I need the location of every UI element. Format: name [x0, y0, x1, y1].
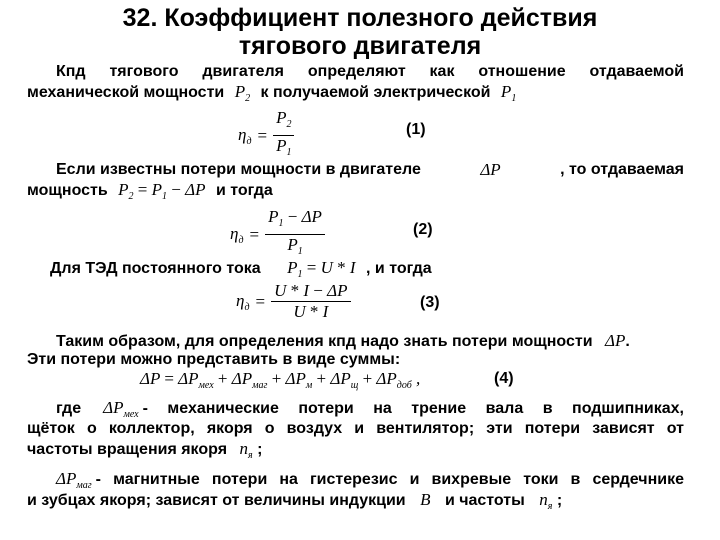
symbol-deltaP: ΔP — [480, 160, 501, 179]
equation-number-1: (1) — [406, 121, 426, 138]
page-title — [0, 4, 720, 60]
formula-1: $\eta_д$ = $\frac{P_2}{P_1}$ — [238, 108, 294, 163]
para5-line2: щёток о коллектор, якоря о воздух и вентилятор; эти потери зависят от — [27, 420, 684, 437]
para1-line2: механической мощности $P_2$ к получаемой электрической $P_1$ — [27, 82, 517, 104]
symbol-P1: $P_1$ — [500, 82, 517, 104]
formula-2: $\eta_д$ = $\frac{P_1 - \Delta P}{P_1}$ — [230, 207, 325, 262]
para6-line1: $\Delta P_{маг}$ - магнитные потери на гистерезис и вихревые токи в сердечнике — [56, 469, 684, 496]
equation-number-3: (3) — [420, 294, 440, 311]
symbol-deltaP-2: ΔP — [604, 331, 626, 350]
para5-line3: частоты вращения якоря $n_я$ ; — [27, 439, 263, 461]
para2-line1: Если известны потери мощности в двигателе ΔP , то отдаваемая — [56, 160, 684, 179]
symbol-P2: $P_2$ — [234, 82, 251, 104]
symbol-n-ya: $n_я$ — [239, 439, 253, 461]
para4-line2: Эти потери можно представить в виде суммы: — [27, 351, 401, 368]
formula-4: $\Delta P = \Delta P_{мех} + \Delta P_{маг} + \Delta P_м + \Delta P_щ + \Delta P_{доб}$ , — [140, 369, 421, 391]
para4-line1: Таким образом, для определения кпд надо знать потери мощности ΔP. — [56, 331, 630, 350]
para5-line1: где $\Delta P_{мех}$ - механические потери на трение вала в подшипниках, — [56, 398, 684, 425]
formula-3: $\eta_д$ = $\frac{U * I - \Delta P}{U * I}$ — [236, 281, 351, 322]
para6-line2: и зубцах якоря; зависят от величины индукции B и частоты $n_я$ ; — [27, 490, 563, 512]
symbol-deltaP-mag: $\Delta P_{маг}$ — [56, 469, 92, 491]
symbol-n-ya-2: $n_я$ — [539, 490, 553, 512]
para3: Для ТЭД постоянного тока $P_1 = U * I$ , и тогда — [50, 258, 432, 280]
title-line-1: 32. Коэффициент полезного действия — [122, 4, 598, 32]
equation-number-4: (4) — [494, 370, 514, 387]
symbol-B: B — [420, 490, 431, 509]
formula-P2-eq: $P_2 = P_1 - \Delta P$ — [118, 180, 206, 202]
symbol-deltaP-mech: $\Delta P_{мех}$ — [103, 398, 139, 420]
para2-line2: мощность $P_2 = P_1 - \Delta P$ и тогда — [27, 180, 273, 202]
equation-number-2: (2) — [413, 221, 433, 238]
formula-P1-eq: $P_1 = U * I$ — [287, 258, 356, 280]
para1-line1: Кпд тягового двигателя определяют как отношение отдаваемой — [56, 63, 684, 80]
title-line-2: тягового двигателя — [238, 32, 482, 60]
